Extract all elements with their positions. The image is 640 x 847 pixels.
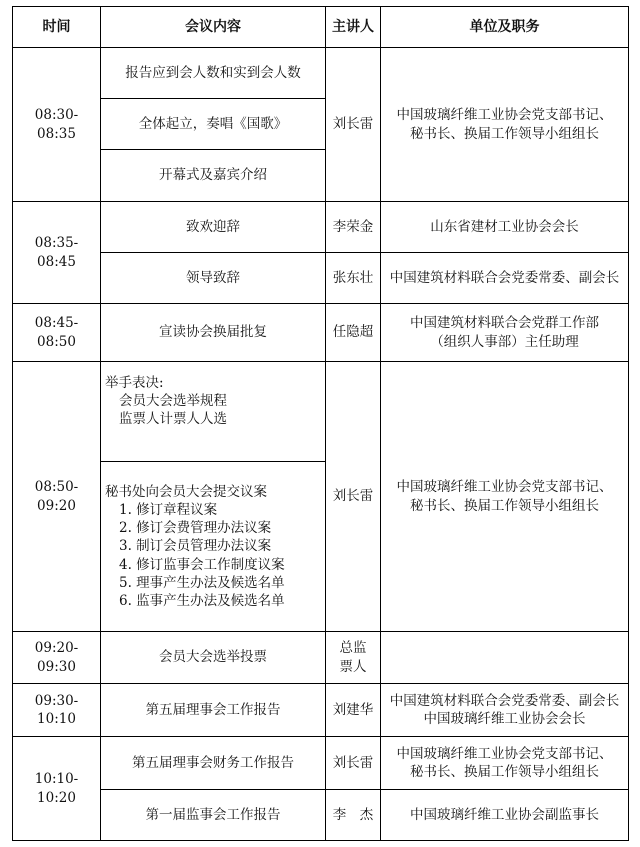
header-row [13,7,629,48]
agenda-table [12,6,629,841]
motion-item: 1. 修订章程议案 [119,501,218,518]
header-unit: 单位及职务 [381,7,629,48]
unit-line: 秘书长、换届工作领导小组组长 [410,497,599,514]
header-speaker: 主讲人 [326,7,381,48]
unit-line: 秘书长、换届工作领导小组组长 [410,764,599,780]
speaker-cell: 刘长雷 [326,48,381,202]
unit-cell: 中国建筑材料联合会党委常委、副会长 [381,253,629,304]
unit-line: 中国玻璃纤维工业协会党支部书记、 [396,107,613,124]
speaker-cell: 刘建华 [326,684,381,737]
content-cell: 第一届监事会工作报告 [101,790,326,841]
speaker-cell [326,632,381,684]
content-cell: 开幕式及嘉宾介绍 [101,150,326,202]
table-row [13,362,629,462]
content-cell: 全体起立，奏唱《国歌》 [101,99,326,150]
unit-line: （组织人事部）主任助理 [430,333,579,350]
content-cell: 第五届理事会工作报告 [101,684,326,737]
motion-item: 2. 修订会费管理办法议案 [119,520,272,537]
unit-line: 中国建筑材料联合会党委常委、副会长 [389,692,620,709]
speaker-cell: 李 杰 [326,790,381,841]
unit-cell [381,737,629,790]
table-row [13,684,629,737]
table-row [13,304,629,362]
content-cell: 第五届理事会财务工作报告 [101,737,326,790]
speaker-cell: 刘长雷 [326,362,381,632]
content-cell: 宣读协会换届批复 [101,304,326,362]
unit-cell [381,362,629,632]
vote-block [101,362,326,462]
header-time: 时间 [13,7,101,48]
motion-title: 秘书处向会员大会提交议案 [105,483,267,500]
speaker-cell: 李荣金 [326,202,381,253]
time-cell: 08:50-09:20 [13,362,101,632]
content-cell: 会员大会选举投票 [101,632,326,684]
table-row [13,253,629,304]
motion-item: 3. 制订会员管理办法议案 [119,538,272,555]
vote-item: 监票人计票人人选 [119,411,227,428]
content-cell: 致欢迎辞 [101,202,326,253]
speaker-cell: 任隐超 [326,304,381,362]
unit-cell [381,304,629,362]
unit-cell [381,48,629,202]
table-row [13,632,629,684]
motion-item: 4. 修订监事会工作制度议案 [119,556,285,573]
time-cell: 09:30-10:10 [13,684,101,737]
speaker-cell: 张东壮 [326,253,381,304]
speaker-line: 票人 [339,658,367,675]
table-row [13,790,629,841]
unit-cell [381,684,629,737]
time-cell: 09:20-09:30 [13,632,101,684]
time-cell: 08:45-08:50 [13,304,101,362]
motion-item: 5. 理事产生办法及候选名单 [119,574,285,591]
unit-cell [381,632,629,684]
header-content: 会议内容 [101,7,326,48]
table-row [13,737,629,790]
speaker-cell: 刘长雷 [326,737,381,790]
unit-line: 中国建筑材料联合会党群工作部 [410,315,599,332]
unit-cell: 中国玻璃纤维工业协会副监事长 [381,790,629,841]
speaker-line: 总监 [339,640,367,657]
unit-line: 秘书长、换届工作领导小组组长 [410,125,599,142]
vote-title: 举手表决: [105,375,164,391]
time-cell: 08:30-08:35 [13,48,101,202]
motion-block [101,462,326,632]
unit-line: 中国玻璃纤维工业协会党支部书记、 [396,745,613,762]
table-row [13,202,629,253]
table-row [13,48,629,99]
unit-cell: 山东省建材工业协会会长 [381,202,629,253]
content-cell: 报告应到会人数和实到会人数 [101,48,326,99]
unit-line: 中国玻璃纤维工业协会会长 [423,711,586,727]
time-cell: 10:10-10:20 [13,737,101,841]
unit-line: 中国玻璃纤维工业协会党支部书记、 [396,479,613,496]
time-cell: 08:35-08:45 [13,202,101,304]
motion-item: 6. 监事产生办法及候选名单 [119,593,285,610]
content-cell: 领导致辞 [101,253,326,304]
vote-item: 会员大会选举规程 [119,393,227,410]
